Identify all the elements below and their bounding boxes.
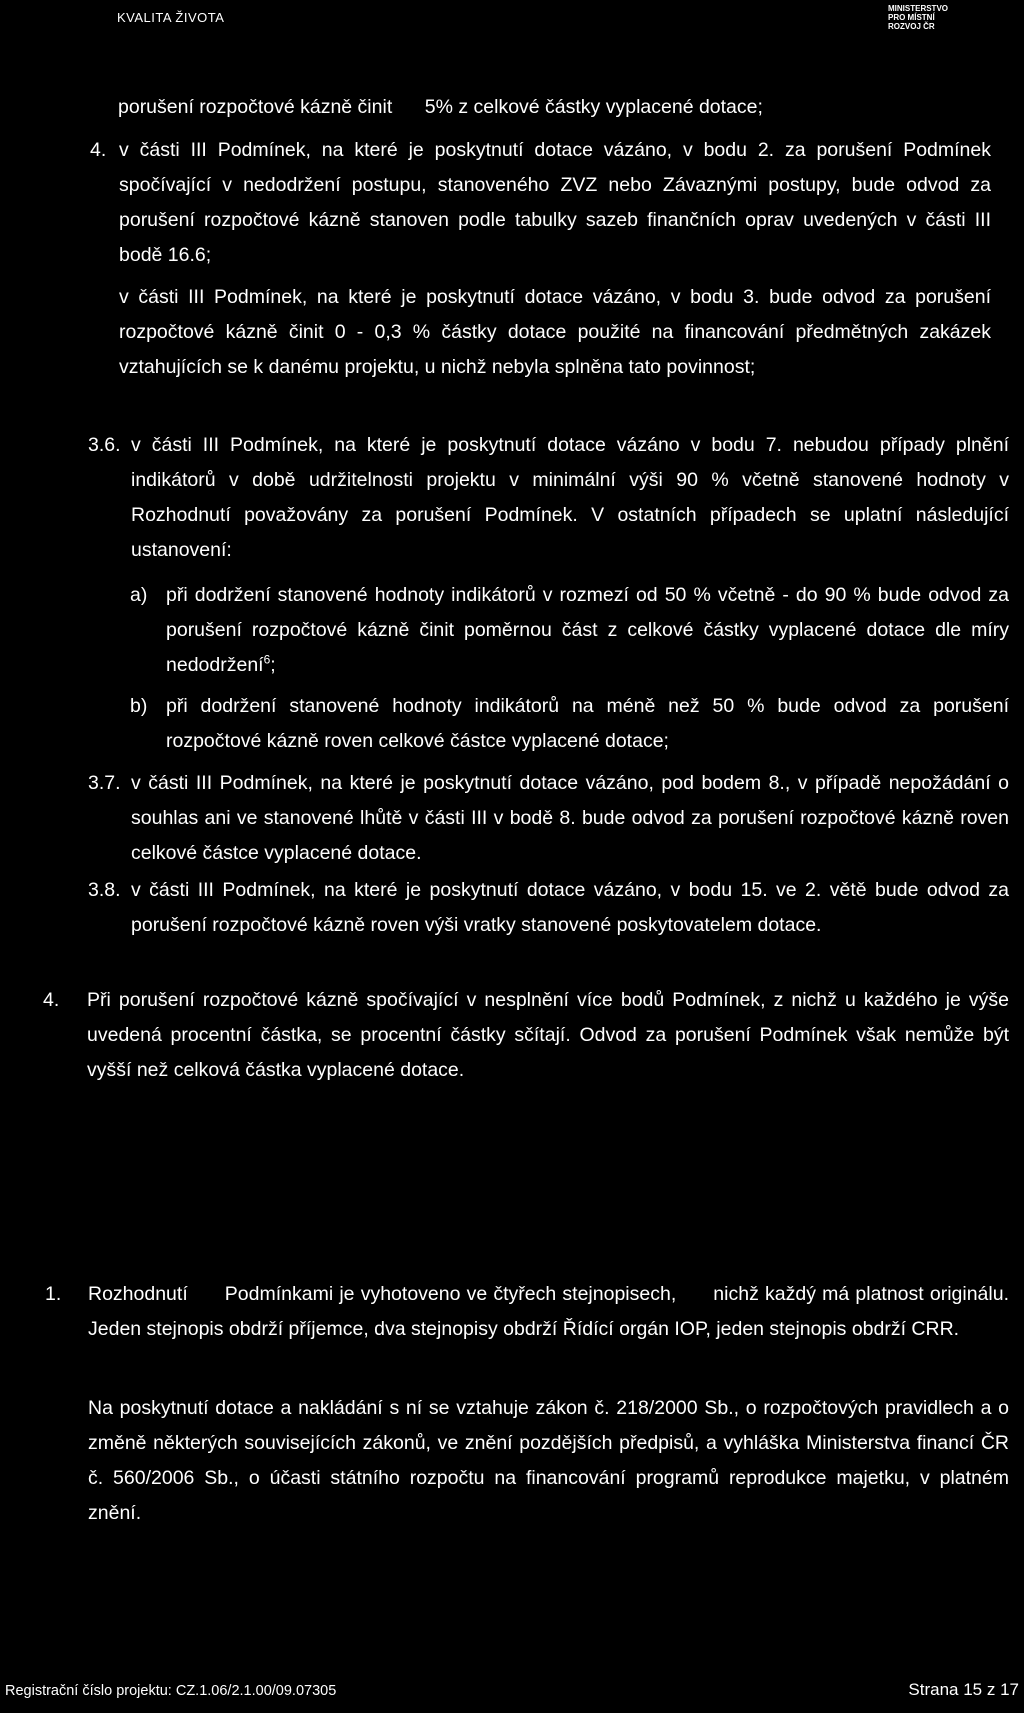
paragraph-3-7: v části III Podmínek, na které je poskytnutí dotace vázáno, pod bodem 8., v případě nepožádání o souhlas ani ve stanovené lhůtě v části III v bodě 8. bude odvod za porušení rozpočtové kázně roven celkové částce vyplacené dotace. — [131, 772, 1009, 864]
item-number: 3.6. — [88, 434, 121, 456]
paragraph-4: Při porušení rozpočtové kázně spočívající v nesplnění více bodů Podmínek, z nichž u každého je výše uvedená procentní částka, se procentní částky sčítají. Odvod za porušení Podmínek však nemůže být vyšší než celková částka vyplacené dotace. — [87, 989, 1009, 1081]
ministry-line-1: MINISTERSTVO — [888, 4, 949, 13]
paragraph-b: při dodržení stanovené hodnoty indikátorů na méně než 50 % bude odvod za porušení rozpočtové kázně roven celkové částce vyplacené dotace; — [166, 695, 1009, 752]
paragraph-point-3: v části III Podmínek, na které je poskytnutí dotace vázáno, v bodu 3. bude odvod za porušení rozpočtové kázně činit 0 - 0,3 % částky dotace použité na financování předmětných zakázek vztahujících se k danému projektu, u nichž nebyla splněna tato povinnost; — [119, 286, 991, 378]
item-number: 4. — [43, 989, 60, 1011]
header-program-name: KVALITA ŽIVOTA — [117, 10, 225, 25]
item-number: 3.7. — [88, 772, 121, 794]
ministry-line-2: PRO MÍSTNÍ — [888, 13, 935, 22]
paragraph-3-6: v části III Podmínek, na které je poskytnutí dotace vázáno v bodu 7. nebudou případy plnění indikátorů v době udržitelnosti projektu v minimální výši 90 % včetně stanovené hodnoty v Rozhodnutí považovány za porušení Podmínek. V ostatních případech se uplatní následující ustanovení: — [131, 434, 1009, 561]
ministry-logo — [888, 4, 948, 31]
paragraph-copies: Rozhodnutí Podmínkami je vyhotoveno ve čtyřech stejnopisech, nichž každý má platnost originálu. Jeden stejnopis obdrží příjemce, dva stejnopisy obdrží Řídící orgán IOP, jeden stejnopis obdrží CRR. — [88, 1283, 1015, 1340]
item-number: 3.8. — [88, 879, 121, 901]
paragraph-point-2: v části III Podmínek, na které je poskytnutí dotace vázáno, v bodu 2. za porušení Podmínek spočívající v nedodržení postupu, stanoveného ZVZ nebo Závaznými postupy, bude odvod za porušení rozpočtové kázně stanoven podle tabulky sazeb finančních oprav uvedených v části III bodě 16.6; — [119, 139, 991, 266]
item-number: 4. — [90, 139, 107, 161]
paragraph-a-text: při dodržení stanovené hodnoty indikátorů v rozmezí od 50 % včetně - do 90 % bude odvod za porušení rozpočtové kázně činit poměrnou část z celkové částky vyplacené dotace dle míry nedodržení — [166, 584, 1009, 676]
item-number: 1. — [45, 1283, 62, 1305]
footnote-marker: 6 — [263, 652, 271, 667]
footer-page-number: Strana 15 z 17 — [908, 1680, 1019, 1699]
footer-registration-number: Registrační číslo projektu: CZ.1.06/2.1.00/09.07305 — [5, 1683, 337, 1699]
paragraph-a-end: ; — [270, 654, 276, 676]
paragraph-3-8: v části III Podmínek, na které je poskytnutí dotace vázáno, v bodu 15. ve 2. větě bude odvod za porušení rozpočtové kázně roven výši vratky stanovené poskytovatelem dotace. — [131, 879, 1009, 936]
paragraph-a — [166, 578, 1009, 683]
paragraph-penalty-5-percent: porušení rozpočtové kázně činit 5% z celkové částky vyplacené dotace; — [118, 96, 763, 118]
item-letter: b) — [130, 695, 148, 717]
item-letter: a) — [130, 584, 148, 606]
ministry-line-3: ROZVOJ ČR — [888, 22, 935, 31]
paragraph-legal-basis: Na poskytnutí dotace a nakládání s ní se vztahuje zákon č. 218/2000 Sb., o rozpočtových pravidlech a o změně některých souvisejících zákonů, ve znění pozdějších předpisů, a vyhláška Ministerstva financí ČR č. 560/2006 Sb., o účasti státního rozpočtu na financování programů reprodukce majetku, v platném znění. — [88, 1397, 1009, 1524]
